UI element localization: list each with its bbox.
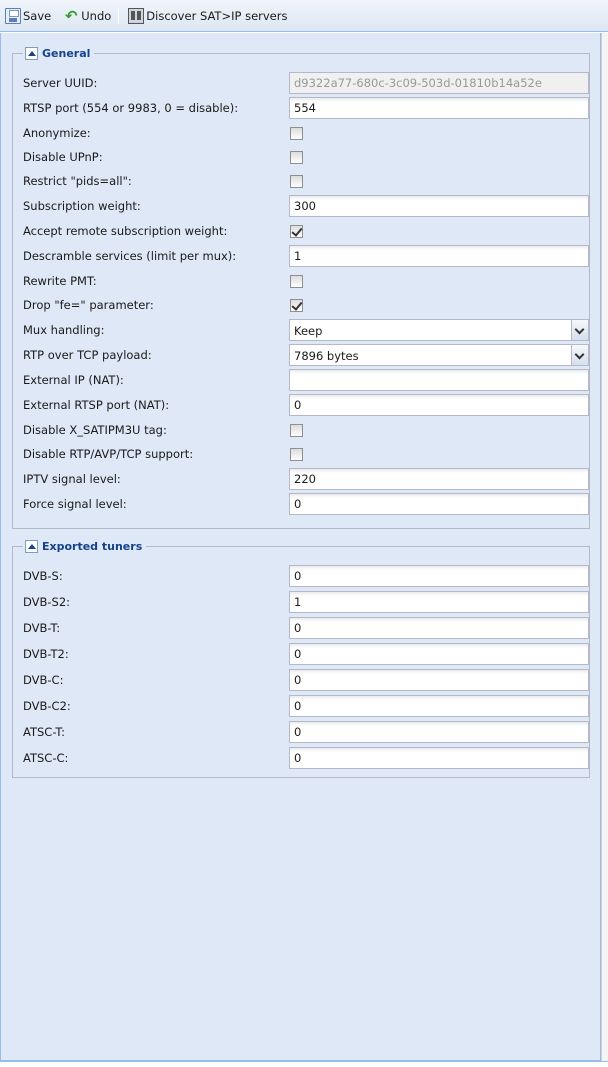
drop-fe-parameter-checkbox[interactable] <box>290 299 303 312</box>
dvb-c-label: DVB-C: <box>23 673 64 687</box>
dvb-c2-label: DVB-C2: <box>23 699 71 713</box>
force-signal-level-input[interactable] <box>289 493 589 515</box>
mux-handling-value: Keep <box>294 324 323 338</box>
disable-upnp-checkbox[interactable] <box>290 151 303 164</box>
dvb-t-input[interactable] <box>289 617 589 639</box>
rewrite-pmt-checkbox[interactable] <box>290 275 303 288</box>
discover-label: Discover SAT>IP servers <box>146 8 288 23</box>
dvb-s2-label: DVB-S2: <box>23 595 71 609</box>
descramble-services-limit-per-mux-input[interactable] <box>289 245 589 267</box>
discover-icon <box>128 8 144 24</box>
dvb-s-input[interactable] <box>289 565 589 587</box>
field-row-external-ip-nat <box>23 368 579 392</box>
rtp-over-tcp-payload-label: RTP over TCP payload: <box>23 348 152 362</box>
config-panel <box>0 33 601 1061</box>
restrict-pids-all-label: Restrict "pids=all": <box>23 174 132 188</box>
field-row-disable-x-satipm3u-tag <box>23 418 579 442</box>
anonymize-checkbox[interactable] <box>290 127 303 140</box>
bottom-border <box>0 1061 608 1067</box>
dvb-c2-input[interactable] <box>289 695 589 717</box>
field-row-restrict-pids-all <box>23 169 579 193</box>
field-row-dvb-c <box>23 668 579 692</box>
undo-icon: ↶ <box>64 6 78 25</box>
iptv-signal-level-input[interactable] <box>289 468 589 490</box>
tuners-fieldset <box>12 539 590 778</box>
iptv-signal-level-label: IPTV signal level: <box>23 472 121 486</box>
atsc-c-input[interactable] <box>289 747 589 769</box>
disable-x-satipm3u-tag-checkbox[interactable] <box>290 424 303 437</box>
field-row-disable-rtp-avp-tcp-support <box>23 442 579 466</box>
save-button[interactable] <box>2 5 54 27</box>
field-row-external-rtsp-port-nat <box>23 393 579 417</box>
atsc-c-label: ATSC-C: <box>23 751 69 765</box>
field-row-rtsp-port-554-or-9983-0-disable <box>23 96 579 120</box>
disable-rtp-avp-tcp-support-label: Disable RTP/AVP/TCP support: <box>23 447 194 461</box>
accept-remote-subscription-weight-checkbox[interactable] <box>290 225 303 238</box>
undo-button[interactable] <box>60 5 114 27</box>
toolbar <box>0 0 608 32</box>
external-rtsp-port-nat-label: External RTSP port (NAT): <box>23 398 170 412</box>
collapse-icon[interactable] <box>25 47 38 60</box>
field-row-dvb-s2 <box>23 590 579 614</box>
collapse-icon[interactable] <box>25 540 38 553</box>
general-legend <box>23 45 94 61</box>
chevron-down-icon[interactable] <box>571 345 588 365</box>
field-row-dvb-c2 <box>23 694 579 718</box>
rtsp-port-554-or-9983-0-disable-label: RTSP port (554 or 9983, 0 = disable): <box>23 101 239 115</box>
field-row-server-uuid <box>23 71 579 95</box>
tuners-legend <box>23 538 146 554</box>
drop-fe-parameter-label: Drop "fe=" parameter: <box>23 298 154 312</box>
disable-upnp-label: Disable UPnP: <box>23 150 103 164</box>
save-icon <box>5 8 21 24</box>
anonymize-label: Anonymize: <box>23 126 91 140</box>
field-row-anonymize <box>23 121 579 145</box>
atsc-t-input[interactable] <box>289 721 589 743</box>
general-title: General <box>42 46 91 60</box>
mux-handling-label: Mux handling: <box>23 323 105 337</box>
force-signal-level-label: Force signal level: <box>23 497 127 511</box>
field-row-dvb-t2 <box>23 642 579 666</box>
field-row-descramble-services-limit-per-mux <box>23 244 579 268</box>
rtp-over-tcp-payload-select[interactable] <box>289 344 589 366</box>
scrollbar[interactable] <box>601 33 608 1061</box>
field-row-rtp-over-tcp-payload <box>23 343 579 367</box>
field-row-rewrite-pmt <box>23 269 579 293</box>
atsc-t-label: ATSC-T: <box>23 725 66 739</box>
external-ip-nat-label: External IP (NAT): <box>23 373 124 387</box>
external-ip-nat-input[interactable] <box>289 369 589 391</box>
disable-x-satipm3u-tag-label: Disable X_SATIPM3U tag: <box>23 423 167 437</box>
disable-rtp-avp-tcp-support-checkbox[interactable] <box>290 448 303 461</box>
server-uuid-label: Server UUID: <box>23 76 98 90</box>
external-rtsp-port-nat-input[interactable] <box>289 394 589 416</box>
dvb-t-label: DVB-T: <box>23 621 61 635</box>
mux-handling-select[interactable] <box>289 319 589 341</box>
undo-label: Undo <box>81 8 112 23</box>
general-fieldset <box>12 46 590 529</box>
descramble-services-limit-per-mux-label: Descramble services (limit per mux): <box>23 249 237 263</box>
field-row-drop-fe-parameter <box>23 293 579 317</box>
field-row-disable-upnp <box>23 145 579 169</box>
field-row-force-signal-level <box>23 492 579 516</box>
field-row-accept-remote-subscription-weight <box>23 219 579 243</box>
rtp-over-tcp-payload-value: 7896 bytes <box>294 349 359 363</box>
dvb-s2-input[interactable] <box>289 591 589 613</box>
subscription-weight-label: Subscription weight: <box>23 199 141 213</box>
accept-remote-subscription-weight-label: Accept remote subscription weight: <box>23 224 228 238</box>
tuners-title: Exported tuners <box>42 539 143 553</box>
field-row-atsc-t <box>23 720 579 744</box>
toolbar-separator <box>118 8 119 24</box>
field-row-subscription-weight <box>23 194 579 218</box>
discover-satip-button[interactable] <box>125 5 290 27</box>
dvb-s-label: DVB-S: <box>23 569 63 583</box>
subscription-weight-input[interactable] <box>289 195 589 217</box>
save-label: Save <box>23 8 52 23</box>
rtsp-port-554-or-9983-0-disable-input[interactable] <box>289 97 589 119</box>
field-row-mux-handling <box>23 318 579 342</box>
dvb-c-input[interactable] <box>289 669 589 691</box>
field-row-atsc-c <box>23 746 579 770</box>
field-row-dvb-t <box>23 616 579 640</box>
field-row-dvb-s <box>23 564 579 588</box>
chevron-down-icon[interactable] <box>571 320 588 340</box>
dvb-t2-input[interactable] <box>289 643 589 665</box>
restrict-pids-all-checkbox[interactable] <box>290 175 303 188</box>
server-uuid-input[interactable] <box>289 72 589 94</box>
field-row-iptv-signal-level <box>23 467 579 491</box>
dvb-t2-label: DVB-T2: <box>23 647 69 661</box>
rewrite-pmt-label: Rewrite PMT: <box>23 274 97 288</box>
